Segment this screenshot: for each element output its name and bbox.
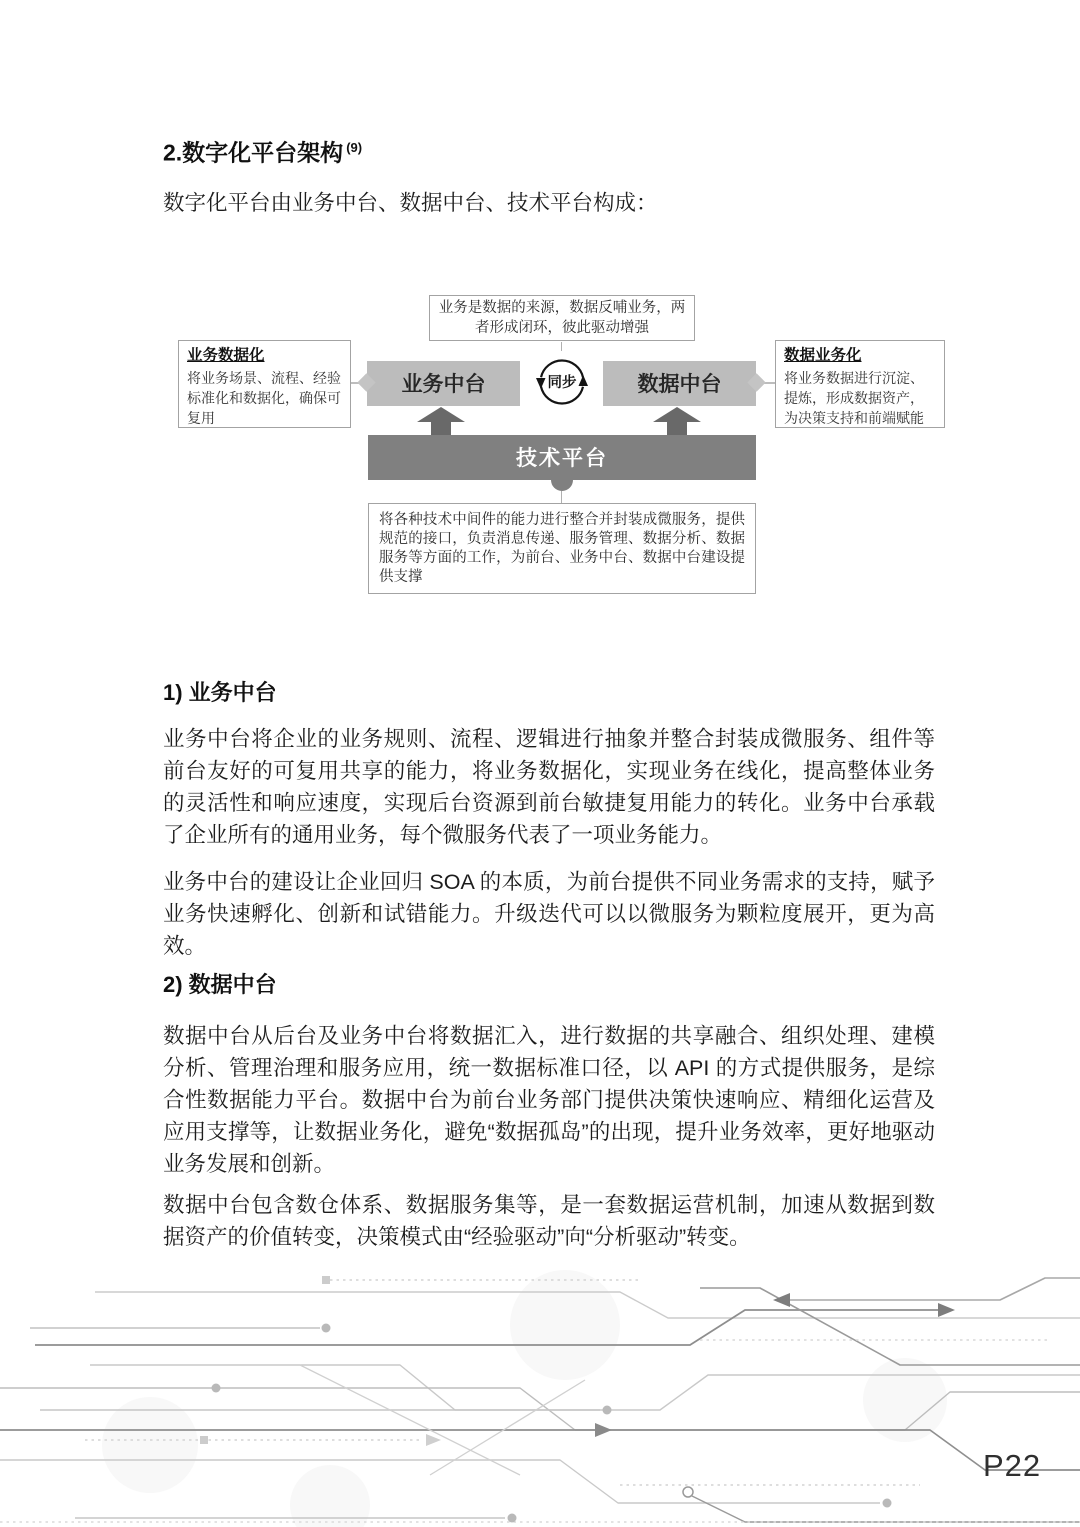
diagram-top-note [429,295,695,341]
page-number: P22 [983,1448,1042,1483]
right-annotation-box [775,340,945,428]
right-annotation-body: 将业务数据进行沉淀、提炼，形成数据资产，为决策支持和前端赋能 [784,369,924,426]
section-2-heading: 2) 数据中台 [163,971,277,997]
up-block-arrow-icon [653,407,701,435]
diagram-bottom-note-text: 将各种技术中间件的能力进行整合并封装成微服务，提供规范的接口，负责消息传递、服务管理、数据分析、数据服务等方面的工作，为前台、业务中台、数据中台建设提供支撑 [379,511,745,585]
page-title [163,134,935,167]
data-middle-platform-box: 数据中台 [603,361,756,406]
up-block-arrow-icon [417,407,465,435]
right-annotation-title: 数据业务化 [784,346,862,364]
footnote-ref: (9) [346,140,363,155]
architecture-diagram [163,285,935,607]
sync-label: 同步 [547,374,577,391]
section-1-heading: 1) 业务中台 [163,679,277,705]
section-1-paragraph-1: 业务中台将企业的业务规则、流程、逻辑进行抽象并整合封装成微服务、组件等前台友好的可复用共享的能力，将业务数据化，实现业务在线化，提高整体业务的灵活性和响应速度，实现后台资源到前台敏捷复用能力的转化。业务中台承载了企业所有的通用业务，每个微服务代表了一项业务能力。 [163,726,935,847]
intro-sentence: 数字化平台由业务中台、数据中台、技术平台构成： [163,190,658,215]
left-annotation-body: 将业务场景、流程、经验标准化和数据化，确保可复用 [187,369,341,426]
left-annotation-box [178,340,351,428]
section-2-paragraph-2: 数据中台包含数仓体系、数据服务集等，是一套数据运营机制，加速从数据到数据资产的价值转变，决策模式由“经验驱动”向“分析驱动”转变。 [163,1192,935,1249]
document-content [163,134,935,1253]
diagram-bottom-note [368,503,756,594]
sync-circular-arrows-icon [529,349,595,415]
left-annotation-title: 业务数据化 [187,346,265,364]
section-1-paragraph-2: 业务中台的建设让企业回归 SOA 的本质，为前台提供不同业务需求的支持，赋予业务快速孵化、创新和试错能力。升级迭代可以以微服务为颗粒度展开，更为高效。 [163,869,935,958]
tech-bar-bump-connector [551,480,573,491]
section-2-paragraph-1: 数据中台从后台及业务中台将数据汇入，进行数据的共享融合、组织处理、建模分析、管理治理和服务应用，统一数据标准口径，以 API 的方式提供服务，是综合性数据能力平台。数据中台为前台业务部门提供决策快速响应、精细化运营及应用支撑等，让数据业务化，避免“数据孤岛”的出现，提升业务效率，更好地驱动业务发展和创新。 [163,1023,935,1176]
page-title-text: 2.数字化平台架构 [163,139,344,166]
tech-platform-bar: 技术平台 [368,435,756,480]
diagram-top-note-text: 业务是数据的来源，数据反哺业务，两者形成闭环，彼此驱动增强 [438,299,686,336]
connector-line-bottom [561,491,562,503]
business-middle-platform-box: 业务中台 [367,361,520,406]
circuit-pattern-decoration [0,1270,1080,1527]
